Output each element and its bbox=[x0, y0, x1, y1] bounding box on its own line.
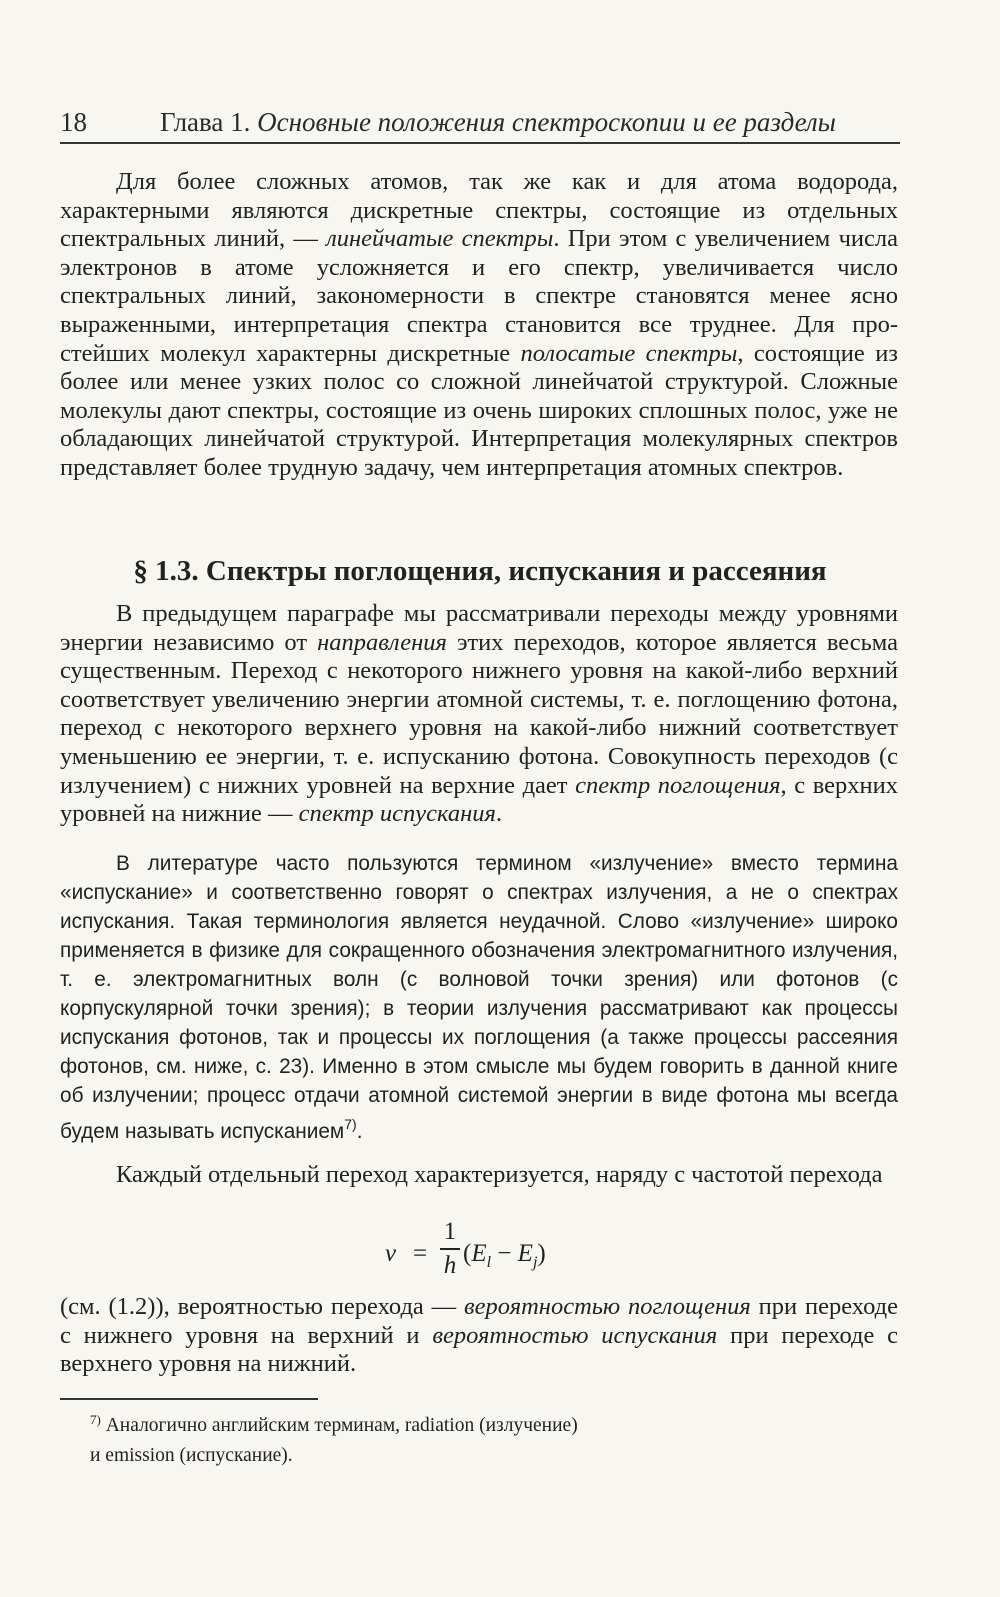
formula-sub-j: j bbox=[532, 1254, 538, 1271]
p1-term-line-spectra: линейчатые спектры bbox=[326, 225, 554, 253]
p2-text-4: . bbox=[495, 800, 503, 828]
formula-numerator: 1 bbox=[443, 1218, 457, 1245]
section-heading: § 1.3. Спектры поглощения, испускания и рассеяния bbox=[133, 555, 827, 587]
formula-e-j: E bbox=[517, 1240, 533, 1267]
p1-text-2: . При этом с увеличением числа электронов в атоме усложняется и его спектр, увеличивается число спектральных линий, закономерности в спектре становятся менее ясно выраженными, интерпретация спектра становится все труднее. Для простейших молекул характерны дискретные bbox=[60, 225, 898, 367]
p2-text-2: этих переходов, которое является весьма существенным. Переход с некоторого нижнего уровня на какой-либо верхний соответствует увеличению энергии атомной системы, т. е. поглощению фотона, переход с некоторого верхнего уровня на какой-либо нижний соответствует уменьшению ее энергии, т. е. испусканию фотона. Совокупность переходов (с излучением) с нижних уровней на верхние дает bbox=[60, 628, 898, 799]
paragraph-2 bbox=[60, 600, 898, 829]
formula-minus: − bbox=[491, 1240, 518, 1267]
p2-term-emission-spectrum: спектр испускания bbox=[298, 800, 496, 828]
formula-denominator: h bbox=[443, 1251, 457, 1279]
paragraph-4: Каждый отдельный переход характеризуется, наряду с частотой перехода bbox=[116, 1161, 883, 1188]
footnote-mark: 7) bbox=[90, 1412, 101, 1427]
p5-text-2: при переходе с нижнего уровня на верхний и bbox=[60, 1293, 898, 1349]
p5-term-absorption-probability: вероятностью поглощения bbox=[464, 1293, 751, 1320]
chapter-title-text: Основные положения спектроскопии и ее разделы bbox=[257, 107, 836, 137]
header-rule bbox=[60, 142, 900, 144]
formula-fraction bbox=[440, 1218, 460, 1280]
formula-open-paren: ( bbox=[463, 1240, 472, 1267]
p2-text-3: , с верхних уровней на нижние — bbox=[60, 771, 898, 828]
footnote bbox=[90, 1405, 690, 1471]
footnote-rule bbox=[60, 1398, 318, 1400]
p1-text-3: , состоящие из более или менее узких полос со сложной линейчатой структурой. Сложные молекулы дают спектры, состоящие из очень широких сплошных полос, уже не обладающих линейчатой структурой. Интерпретация молекулярных спектров представляет более трудную задачу, чем интерпретация атомных спектров. bbox=[60, 339, 898, 481]
footnote-line-2: и emission (испускание). bbox=[90, 1445, 293, 1466]
p3-end: . bbox=[356, 1120, 363, 1143]
p1-term-band-spectra: полосатые спектры bbox=[520, 339, 738, 367]
p3-text: В литературе часто пользуются термином «излучение» вместо термина «испускание» и соответственно говорят о спектрах излучения, а не о спектрах испускания. Такая терминология является неудачной. Слово «излучение» широко применяется в физике для сокращенного обозначения электромагнитного излучения, т. е. электромагнитных волн (с волновой точки зрения) или фотонов (с корпускулярной точки зрения); в теории излучения рассматривают как процессы испускания фотонов, так и процессы их поглощения (а также процессы рассеяния фотонов, см. ниже, с. 23). Именно в этом смысле мы будем говорить в данной книге об излучении; процесс отдачи атомной системой энергии в виде фотона мы всегда будем называть испусканием bbox=[60, 852, 898, 1143]
formula-e-l: E bbox=[471, 1240, 487, 1267]
formula-close-paren: ) bbox=[537, 1240, 546, 1267]
paragraph-5 bbox=[60, 1293, 898, 1379]
p5-text-3: при переходе с верхнего уровня на нижний. bbox=[60, 1321, 898, 1378]
formula-nu: ν bbox=[385, 1240, 397, 1267]
paragraph-3-note bbox=[60, 849, 898, 1146]
footnote-line-1: Аналогично английским терминам, radiation (излучение) bbox=[100, 1415, 578, 1436]
fraction-bar bbox=[440, 1248, 460, 1250]
formula-sub-l: l bbox=[486, 1254, 492, 1271]
formula-energy-difference bbox=[463, 1240, 546, 1272]
frequency-formula bbox=[385, 1218, 615, 1288]
p2-term-absorption-spectrum: спектр поглощения bbox=[575, 771, 781, 799]
p1-text-1: Для более сложных атомов, так же как и для атома водорода, характерными являются дискретные спектры, состоящие из отдельных спектральных линий, — bbox=[60, 168, 898, 253]
footnote-reference[interactable]: 7) bbox=[344, 1116, 357, 1132]
p2-term-direction: направления bbox=[317, 628, 447, 656]
paragraph-1 bbox=[60, 168, 898, 483]
p5-term-emission-probability: вероятностью испускания bbox=[432, 1321, 718, 1349]
page-number: 18 bbox=[60, 107, 87, 137]
p5-text-1: (см. (1.2)), вероятностью перехода — bbox=[60, 1293, 465, 1320]
formula-equals: = bbox=[413, 1240, 428, 1267]
p2-text-1: В предыдущем параграфе мы рассматривали переходы между уровнями энергии независимо от bbox=[60, 600, 898, 656]
chapter-label: Глава 1. bbox=[160, 107, 251, 137]
chapter-title bbox=[160, 104, 836, 140]
